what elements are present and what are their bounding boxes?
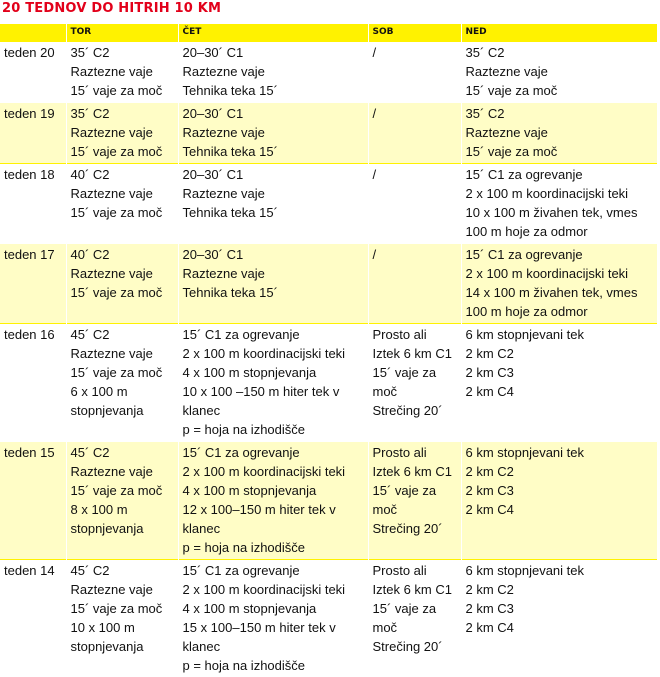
cell-line: klanec: [183, 637, 368, 656]
cell-line: 4 x 100 m stopnjevanja: [183, 481, 368, 500]
cell-week: teden 17: [0, 244, 66, 324]
table-row: [0, 42, 657, 103]
cell-tor: [66, 164, 178, 244]
cell-line: 6 km stopnjevani tek: [466, 325, 658, 344]
cell-line: 10 x 100 m živahen tek, vmes: [466, 203, 658, 222]
cell-line: 2 km C2: [466, 462, 658, 481]
cell-ned: [461, 324, 657, 442]
table-row: [0, 164, 657, 244]
cell-line: 20–30´ C1: [183, 245, 368, 264]
cell-line: 20–30´ C1: [183, 104, 368, 123]
cell-line: 15´ vaje za moč: [466, 142, 658, 161]
cell-line: Raztezne vaje: [183, 62, 368, 81]
cell-line: 20–30´ C1: [183, 165, 368, 184]
cell-tor: [66, 560, 178, 677]
cell-line: Raztezne vaje: [466, 123, 658, 142]
cell-line: 15´ vaje za moč: [71, 599, 178, 618]
cell-line: 40´ C2: [71, 165, 178, 184]
cell-cet: [178, 244, 368, 324]
cell-line: 45´ C2: [71, 443, 178, 462]
cell-line: 40´ C2: [71, 245, 178, 264]
cell-line: 15´ vaje za: [373, 363, 461, 382]
cell-sob: [368, 164, 461, 244]
cell-line: 15´ C1 za ogrevanje: [466, 245, 658, 264]
table-row: [0, 244, 657, 324]
cell-line: /: [373, 43, 461, 62]
cell-line: 2 km C4: [466, 500, 658, 519]
cell-line: Strečing 20´: [373, 401, 461, 420]
table-header-row: [0, 24, 657, 42]
cell-line: stopnjevanja: [71, 637, 178, 656]
column-header-tor: TOR: [66, 24, 178, 42]
cell-week: teden 18: [0, 164, 66, 244]
cell-line: Raztezne vaje: [183, 264, 368, 283]
cell-line: 6 km stopnjevani tek: [466, 443, 658, 462]
cell-week: teden 15: [0, 442, 66, 560]
cell-ned: [461, 560, 657, 677]
cell-cet: [178, 103, 368, 164]
cell-line: 2 km C2: [466, 580, 658, 599]
cell-line: 20–30´ C1: [183, 43, 368, 62]
cell-line: 4 x 100 m stopnjevanja: [183, 363, 368, 382]
cell-tor: [66, 103, 178, 164]
cell-line: Prosto ali: [373, 443, 461, 462]
cell-line: Strečing 20´: [373, 519, 461, 538]
cell-line: 15´ vaje za: [373, 481, 461, 500]
cell-line: 45´ C2: [71, 561, 178, 580]
cell-line: moč: [373, 500, 461, 519]
cell-line: 15´ C1 za ogrevanje: [183, 561, 368, 580]
cell-line: 10 x 100 –150 m hiter tek v: [183, 382, 368, 401]
cell-line: moč: [373, 618, 461, 637]
cell-line: 15´ C1 za ogrevanje: [183, 325, 368, 344]
table-row: [0, 103, 657, 164]
cell-line: p = hoja na izhodišče: [183, 420, 368, 439]
cell-cet: [178, 164, 368, 244]
cell-tor: [66, 324, 178, 442]
cell-line: 15´ vaje za moč: [71, 81, 178, 100]
cell-line: /: [373, 245, 461, 264]
cell-line: Raztezne vaje: [71, 184, 178, 203]
cell-line: p = hoja na izhodišče: [183, 538, 368, 557]
cell-line: 2 x 100 m koordinacijski teki: [183, 462, 368, 481]
cell-week: teden 19: [0, 103, 66, 164]
cell-line: 35´ C2: [466, 43, 658, 62]
cell-line: Tehnika teka 15´: [183, 81, 368, 100]
column-header-week: [0, 24, 66, 42]
cell-line: 100 m hoje za odmor: [466, 222, 658, 241]
cell-line: 4 x 100 m stopnjevanja: [183, 599, 368, 618]
cell-cet: [178, 560, 368, 677]
cell-line: 15´ vaje za: [373, 599, 461, 618]
cell-tor: [66, 442, 178, 560]
cell-line: stopnjevanja: [71, 519, 178, 538]
column-header-cet: ČET: [178, 24, 368, 42]
cell-line: 15 x 100–150 m hiter tek v: [183, 618, 368, 637]
cell-line: 14 x 100 m živahen tek, vmes: [466, 283, 658, 302]
cell-sob: [368, 442, 461, 560]
cell-tor: [66, 42, 178, 103]
cell-line: Tehnika teka 15´: [183, 283, 368, 302]
cell-line: 2 km C3: [466, 363, 658, 382]
cell-line: Raztezne vaje: [71, 62, 178, 81]
column-header-ned: NED: [461, 24, 657, 42]
cell-line: 2 km C3: [466, 481, 658, 500]
cell-line: 15´ vaje za moč: [71, 481, 178, 500]
cell-line: 2 x 100 m koordinacijski teki: [183, 580, 368, 599]
cell-line: 10 x 100 m: [71, 618, 178, 637]
cell-line: klanec: [183, 519, 368, 538]
cell-tor: [66, 244, 178, 324]
cell-line: 100 m hoje za odmor: [466, 302, 658, 321]
cell-week: teden 20: [0, 42, 66, 103]
cell-line: moč: [373, 382, 461, 401]
table-row: [0, 560, 657, 677]
cell-sob: [368, 560, 461, 677]
cell-line: Raztezne vaje: [183, 184, 368, 203]
cell-ned: [461, 244, 657, 324]
cell-line: stopnjevanja: [71, 401, 178, 420]
cell-line: 35´ C2: [466, 104, 658, 123]
cell-line: klanec: [183, 401, 368, 420]
cell-line: Raztezne vaje: [183, 123, 368, 142]
cell-line: Raztezne vaje: [71, 123, 178, 142]
table-row: [0, 324, 657, 442]
cell-line: Iztek 6 km C1: [373, 462, 461, 481]
column-header-sob: SOB: [368, 24, 461, 42]
cell-ned: [461, 164, 657, 244]
cell-line: 2 km C2: [466, 344, 658, 363]
cell-week: teden 16: [0, 324, 66, 442]
cell-line: 35´ C2: [71, 104, 178, 123]
cell-line: Raztezne vaje: [466, 62, 658, 81]
cell-line: 15´ vaje za moč: [71, 283, 178, 302]
cell-line: 6 km stopnjevani tek: [466, 561, 658, 580]
cell-line: Tehnika teka 15´: [183, 142, 368, 161]
cell-line: 15´ vaje za moč: [71, 363, 178, 382]
cell-line: Iztek 6 km C1: [373, 580, 461, 599]
cell-sob: [368, 244, 461, 324]
cell-cet: [178, 442, 368, 560]
cell-ned: [461, 42, 657, 103]
cell-line: Raztezne vaje: [71, 344, 178, 363]
cell-line: Prosto ali: [373, 325, 461, 344]
table-row: [0, 442, 657, 560]
cell-line: Tehnika teka 15´: [183, 203, 368, 222]
cell-line: 15´ C1 za ogrevanje: [466, 165, 658, 184]
cell-ned: [461, 103, 657, 164]
cell-line: Strečing 20´: [373, 637, 461, 656]
cell-sob: [368, 324, 461, 442]
training-plan-table: [0, 24, 657, 677]
cell-line: 2 km C3: [466, 599, 658, 618]
cell-line: 6 x 100 m: [71, 382, 178, 401]
cell-sob: [368, 42, 461, 103]
cell-line: 15´ vaje za moč: [71, 203, 178, 222]
cell-line: 2 km C4: [466, 382, 658, 401]
cell-line: 2 km C4: [466, 618, 658, 637]
cell-line: 2 x 100 m koordinacijski teki: [183, 344, 368, 363]
cell-line: /: [373, 165, 461, 184]
cell-line: Raztezne vaje: [71, 264, 178, 283]
page-title: 20 TEDNOV DO HITRIH 10 KM: [2, 0, 221, 18]
cell-cet: [178, 42, 368, 103]
cell-line: 15´ vaje za moč: [466, 81, 658, 100]
cell-line: 12 x 100–150 m hiter tek v: [183, 500, 368, 519]
cell-line: 2 x 100 m koordinacijski teki: [466, 264, 658, 283]
cell-week: teden 14: [0, 560, 66, 677]
cell-line: Raztezne vaje: [71, 462, 178, 481]
cell-line: 2 x 100 m koordinacijski teki: [466, 184, 658, 203]
cell-line: 45´ C2: [71, 325, 178, 344]
cell-line: Raztezne vaje: [71, 580, 178, 599]
cell-line: 15´ C1 za ogrevanje: [183, 443, 368, 462]
cell-line: 15´ vaje za moč: [71, 142, 178, 161]
cell-line: 35´ C2: [71, 43, 178, 62]
cell-line: 8 x 100 m: [71, 500, 178, 519]
cell-line: p = hoja na izhodišče: [183, 656, 368, 675]
cell-line: /: [373, 104, 461, 123]
cell-cet: [178, 324, 368, 442]
cell-sob: [368, 103, 461, 164]
cell-line: Iztek 6 km C1: [373, 344, 461, 363]
cell-ned: [461, 442, 657, 560]
cell-line: Prosto ali: [373, 561, 461, 580]
